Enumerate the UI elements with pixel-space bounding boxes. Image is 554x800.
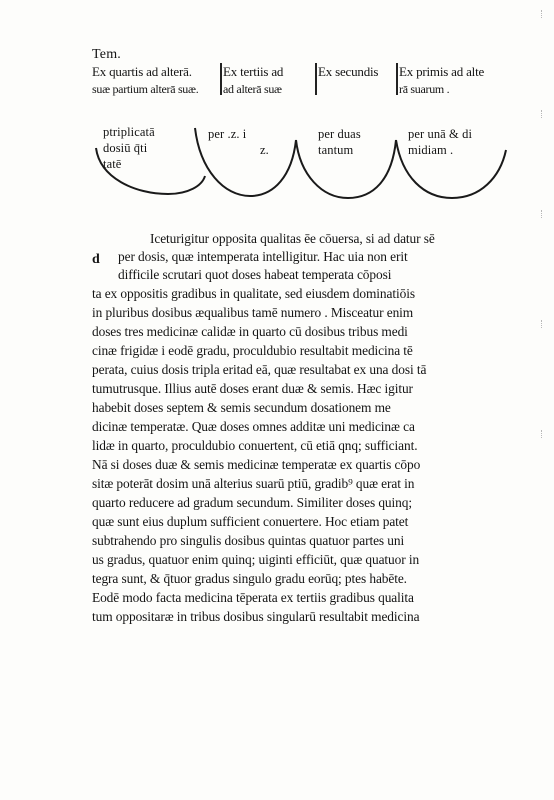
arc-label-4-line-2: midiam . — [408, 143, 454, 157]
text-line: us gradus, quatuor enim quinq; uiginti efficiūt, quæ quatuor in — [92, 552, 420, 567]
arc-label-1-line-2: dosiū q̄ti — [103, 141, 148, 155]
header-col-3-line-1: Ex secundis — [318, 64, 379, 79]
arc-label-1-line-1: ptriplicatā — [103, 125, 155, 139]
text-line: quarto reducere ad gradum secundum. Similiter doses quinq; — [92, 495, 412, 510]
text-line: difficile scrutari quot doses habeat temperata cōposi — [118, 267, 392, 282]
arc-label-2-line-2: z. — [260, 143, 269, 157]
header-col-1-line-1: Ex quartis ad alterā. — [92, 64, 192, 79]
arc-label-1 — [103, 124, 155, 172]
text-line: cinæ frigidæ i eodē gradu, proculdubio resultabit medicina tē — [92, 343, 413, 358]
show-through-mark — [541, 320, 552, 328]
text-line: lidæ in quarto, proculdubio conuertent, cū etiā qnq; sufficiant. — [92, 438, 418, 453]
text-line: habebit doses septem & semis secundum dosationem me — [92, 400, 391, 415]
text-line: dicinæ temperatæ. Quæ doses omnes additæ uni medicinæ ca — [92, 419, 415, 434]
text-line: Iceturigitur opposita qualitas ēe cōuersa, si ad datur sē — [150, 231, 435, 246]
show-through-mark — [541, 430, 552, 438]
header-col-2-line-1: Ex tertiis ad — [223, 64, 284, 79]
arc-label-2-line-1: per .z. i — [208, 127, 247, 141]
text-line: tumutrusque. Illius autē doses erant duæ & semis. Hæc igitur — [92, 381, 413, 396]
arc-label-3 — [318, 126, 361, 158]
header-col-4-line-1: Ex primis ad alte — [399, 64, 485, 79]
text-line: quæ sunt eius duplum sufficient conuertere. Hoc etiam patet — [92, 514, 409, 529]
text-line: doses tres medicinæ calidæ in quarto cū dosibus tribus medi — [92, 324, 408, 339]
text-line: Nā si doses duæ & semis medicinæ temperatæ ex quartis cōpo — [92, 457, 421, 472]
running-header-word: Tem. — [92, 47, 121, 62]
text-line: subtrahendo pro singulis dosibus quintas quatuor partes uni — [92, 533, 405, 548]
text-line: in pluribus dosibus æqualibus tamē numero . Misceatur enim — [92, 305, 414, 320]
show-through-mark — [541, 210, 552, 218]
margin-letter: d — [92, 252, 100, 267]
text-line: tegra sunt, & q̄tuor gradus singulo gradu eorūq; ptes habēte. — [92, 571, 407, 586]
arc-label-4 — [408, 126, 472, 158]
show-through-mark — [541, 10, 552, 18]
header-col-1-line-2: suæ partium alterā suæ. — [92, 82, 199, 96]
header-col-4-line-2: rā suarum . — [399, 82, 450, 96]
text-line: sitæ poterāt dosim unā alterius suarū ptiū, gradib⁹ quæ erat in — [92, 476, 415, 491]
text-line: tum oppositaræ in tribus dosibus singularū resultabit medicina — [92, 609, 420, 624]
arc-label-1-line-3: tatē — [103, 157, 122, 171]
arc-label-3-line-1: per duas — [318, 127, 361, 141]
arc-label-4-line-1: per unā & di — [408, 127, 473, 141]
arc-label-2 — [208, 126, 269, 158]
text-line: ta ex oppositis gradibus in qualitate, sed eiusdem dominatiōis — [92, 286, 415, 301]
text-line: Eodē modo facta medicina tēperata ex tertiis gradibus qualita — [92, 590, 414, 605]
show-through-mark — [541, 110, 552, 118]
text-line: perata, cuius dosis tripla eritad eā, quæ resultabat ex una dosi tā — [92, 362, 427, 377]
arc-label-3-line-2: tantum — [318, 143, 354, 157]
text-line: per dosis, quæ intemperata intelligitur. Hac uia non erit — [118, 249, 408, 264]
header-col-2-line-2: ad alterā suæ — [223, 82, 282, 96]
